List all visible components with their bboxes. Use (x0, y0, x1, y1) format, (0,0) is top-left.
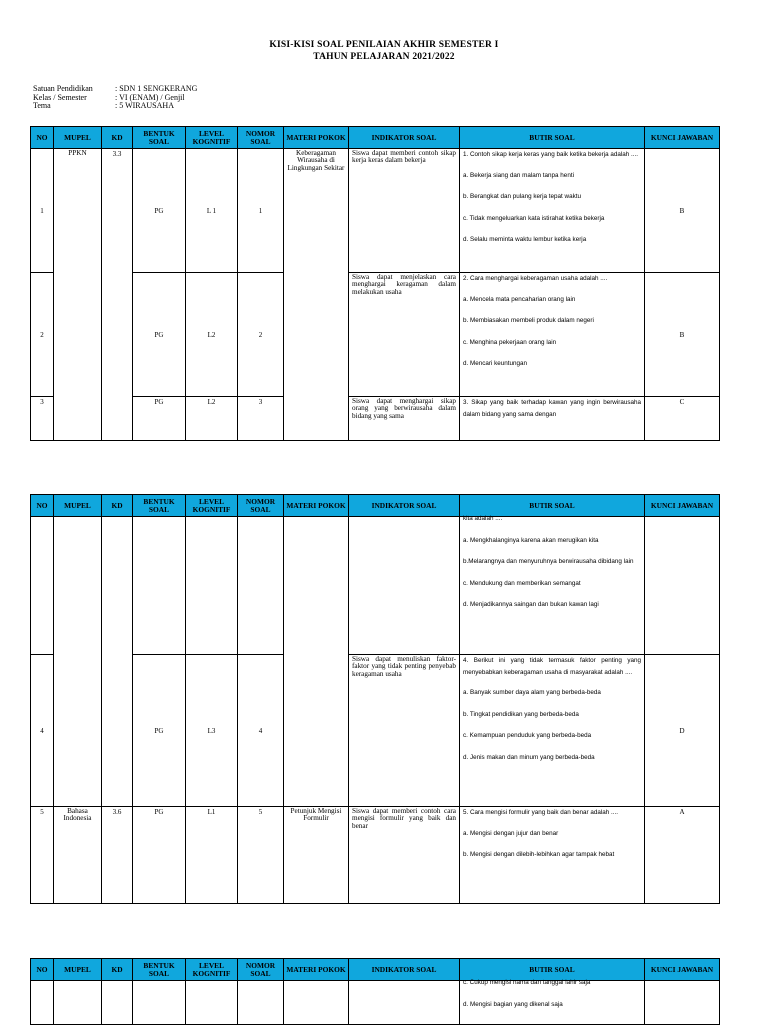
cell-mupel: Bahasa Indonesia (54, 807, 102, 904)
header-nomor: NOMOR SOAL (238, 127, 284, 149)
cell-butir (460, 397, 645, 441)
cell-bentuk: PG (133, 149, 186, 273)
cell-butir (460, 807, 645, 904)
header-indikator: INDIKATOR SOAL (349, 959, 460, 981)
header-kd: KD (102, 127, 133, 149)
table-row (31, 981, 720, 1025)
cell-butir (460, 517, 645, 655)
header-materi: MATERI POKOK (284, 127, 349, 149)
option-b: b. Berangkat dan pulang kerja tepat waktu (463, 193, 581, 200)
option-c: c. Kemampuan penduduk yang berbeda-beda (463, 732, 592, 739)
table-row (31, 517, 720, 655)
header-bentuk: BENTUK SOAL (133, 127, 186, 149)
option-a: a. Mengkhalanginya karena akan merugikan kita (463, 536, 599, 544)
cell-kunci: B (645, 273, 720, 397)
option-b: b. Mengisi dengan dilebih-lebihkan agar tampak hebat (463, 851, 615, 858)
header-kd: KD (102, 495, 133, 517)
cell-materi: Keberagaman Wirausaha di Lingkungan Sekitar (284, 149, 349, 441)
question-text: 5. Cara mengisi formulir yang baik dan benar adalah .... (463, 809, 619, 816)
cell-nomor: 4 (238, 655, 284, 807)
cell-bentuk: PG (133, 397, 186, 441)
table-row (31, 807, 720, 904)
cell-butir (460, 149, 645, 273)
header-bentuk: BENTUK SOAL (133, 959, 186, 981)
header-level: LEVEL KOGNITIF (186, 495, 238, 517)
grid-table-3 (30, 958, 720, 1025)
grid-table-2 (30, 494, 720, 904)
option-d: d. Menjadikannya saingan dan bukan kawan lagi (463, 601, 599, 608)
option-c: c. Tidak mengeluarkan kata istirahat ketika bekerja (463, 214, 605, 222)
cell-level: L3 (186, 655, 238, 807)
header-materi: MATERI POKOK (284, 495, 349, 517)
question-text: 4. Berikut ini yang tidak termasuk faktor penting yang menyebabkan keberagaman usaha di masyarakat adalah .... (463, 657, 641, 676)
cell-bentuk: PG (133, 273, 186, 397)
option-c: c. Mendukung dan memberikan semangat (463, 579, 581, 587)
table-row (31, 149, 720, 273)
cell-no: 3 (31, 397, 54, 441)
option-d: d. Jenis makan dan minum yang berbeda-beda (463, 753, 595, 761)
option-c: c. Cukup mengisi nama dan tanggal lahir saja (463, 979, 591, 986)
cell-kunci: B (645, 149, 720, 273)
question-text-cont: kita adalah .... (463, 515, 503, 522)
option-d: d. Selalu meminta waktu lembur ketika kerja (463, 236, 587, 243)
cell-butir (460, 655, 645, 807)
question-text: 2. Cara menghargai keberagaman usaha adalah .... (463, 275, 608, 282)
header-kunci: KUNCI JAWABAN (645, 127, 720, 149)
question-text: 1. Contoh sikap kerja keras yang baik ketika bekerja adalah .... (463, 151, 639, 158)
header-materi: MATERI POKOK (284, 959, 349, 981)
header-no: NO (31, 495, 54, 517)
grid-table-1 (30, 126, 720, 441)
document-title: KISI-KISI SOAL PENILAIAN AKHIR SEMESTER I (269, 40, 499, 50)
option-d: d. Mengisi bagian yang dikenal saja (463, 1000, 563, 1008)
meta-row-theme: Tema : 5 WIRAUSAHA (33, 101, 174, 111)
cell-kunci: C (645, 397, 720, 441)
cell-butir (460, 273, 645, 397)
meta-row-school: Satuan Pendidikan : SDN 1 SENGKERANG (33, 84, 198, 93)
cell-no: 5 (31, 807, 54, 904)
header-kunci: KUNCI JAWABAN (645, 495, 720, 517)
cell-no: 1 (31, 149, 54, 273)
table-row (31, 397, 720, 441)
cell-nomor: 5 (238, 807, 284, 904)
cell-no: 4 (31, 655, 54, 807)
option-b: b.Melarangnya dan menyuruhnya berwirausaha dibidang lain (463, 558, 634, 565)
cell-indikator: Siswa dapat memberi contoh sikap kerja keras dalam bekerja (349, 149, 460, 273)
cell-butir (460, 981, 645, 1025)
header-kd: KD (102, 959, 133, 981)
cell-kd: 3.6 (102, 807, 133, 904)
header-indikator: INDIKATOR SOAL (349, 127, 460, 149)
header-nomor: NOMOR SOAL (238, 959, 284, 981)
option-a: a. Mengisi dengan jujur dan benar (463, 829, 559, 837)
cell-bentuk: PG (133, 807, 186, 904)
document-subtitle: TAHUN PELAJARAN 2021/2022 (313, 52, 455, 62)
option-a: a. Bekerja siang dan malam tanpa henti (463, 171, 574, 179)
cell-indikator: Siswa dapat menuliskan faktor-faktor yang tidak penting penyebab keragaman usaha (349, 655, 460, 807)
header-kunci: KUNCI JAWABAN (645, 959, 720, 981)
meta-row-class: Kelas / Semester : VI (ENAM) / Genjil (33, 92, 185, 102)
cell-level: L2 (186, 397, 238, 441)
cell-materi: Petunjuk Mengisi Formulir (284, 807, 349, 904)
cell-level: L2 (186, 273, 238, 397)
header-butir: BUTIR SOAL (460, 959, 645, 981)
header-level: LEVEL KOGNITIF (186, 127, 238, 149)
header-indikator: INDIKATOR SOAL (349, 495, 460, 517)
header-butir: BUTIR SOAL (460, 495, 645, 517)
cell-mupel: PPKN (54, 149, 102, 441)
cell-kunci: D (645, 655, 720, 807)
table-row (31, 655, 720, 807)
cell-kunci: A (645, 807, 720, 904)
cell-nomor: 3 (238, 397, 284, 441)
cell-level: L 1 (186, 149, 238, 273)
option-b: b. Membiasakan membeli produk dalam negeri (463, 317, 594, 324)
option-a: a. Banyak sumber daya alam yang berbeda-beda (463, 689, 601, 696)
header-mupel: MUPEL (54, 127, 102, 149)
cell-kd: 3.3 (102, 149, 133, 441)
cell-bentuk: PG (133, 655, 186, 807)
cell-no: 2 (31, 273, 54, 397)
table-row (31, 273, 720, 397)
cell-indikator: Siswa dapat memberi contoh cara mengisi formulir yang baik dan benar (349, 807, 460, 904)
option-a: a. Mencela mata pencaharian orang lain (463, 295, 576, 303)
header-bentuk: BENTUK SOAL (133, 495, 186, 517)
option-d: d. Mencari keuntungan (463, 360, 528, 367)
header-mupel: MUPEL (54, 495, 102, 517)
option-c: c. Menghina pekerjaan orang lain (463, 338, 557, 346)
cell-indikator: Siswa dapat menghargai sikap orang yang berwirausaha dalam bidang yang sama (349, 397, 460, 441)
cell-nomor: 2 (238, 273, 284, 397)
cell-indikator: Siswa dapat menjelaskan cara menghargai keragaman dalam melakukan usaha (349, 273, 460, 397)
header-no: NO (31, 959, 54, 981)
option-b: b. Tingkat pendidikan yang berbeda-beda (463, 710, 579, 718)
cell-nomor: 1 (238, 149, 284, 273)
header-nomor: NOMOR SOAL (238, 495, 284, 517)
header-butir: BUTIR SOAL (460, 127, 645, 149)
header-mupel: MUPEL (54, 959, 102, 981)
header-no: NO (31, 127, 54, 149)
header-level: LEVEL KOGNITIF (186, 959, 238, 981)
table-header-row (31, 127, 720, 149)
question-text: 3. Sikap yang baik terhadap kawan yang ingin berwirausaha dalam bidang yang sama dengan (463, 399, 641, 418)
cell-level: L1 (186, 807, 238, 904)
document-meta (33, 85, 197, 111)
